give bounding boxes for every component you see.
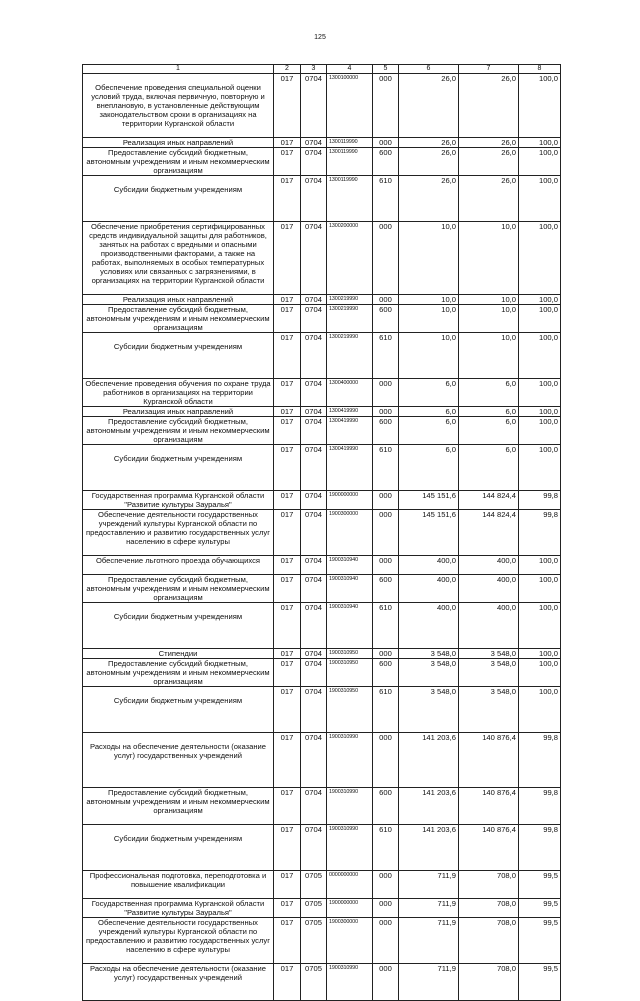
expense-type-code-cell: 000 [373,295,399,305]
executed-amount-cell: 26,0 [459,138,519,148]
budget-admin-code-cell: 017 [274,176,301,222]
table-row [83,74,561,138]
budget-admin-code-cell: 017 [274,333,301,379]
table-row [83,176,561,222]
section-code-cell: 0704 [301,305,327,333]
expense-type-code-cell: 610 [373,825,399,871]
planned-amount-cell: 141 203,6 [399,733,459,788]
budget-admin-code-cell: 017 [274,379,301,407]
expense-type-code-cell: 000 [373,510,399,556]
table-row [83,603,561,649]
header-cell: 4 [327,65,373,74]
expense-type-code-cell: 600 [373,305,399,333]
expense-name-cell: Субсидии бюджетным учреждениям [83,687,274,733]
expense-type-code-cell: 610 [373,603,399,649]
executed-amount-cell: 6,0 [459,445,519,491]
section-code-cell: 0704 [301,222,327,295]
budget-admin-code-cell: 017 [274,295,301,305]
expense-type-code-cell: 000 [373,918,399,964]
execution-percent-cell: 100,0 [519,687,561,733]
executed-amount-cell: 26,0 [459,74,519,138]
target-article-code-cell: 1900310940 [327,603,373,649]
section-code-cell: 0704 [301,687,327,733]
budget-admin-code-cell: 017 [274,733,301,788]
expense-type-code-cell: 610 [373,445,399,491]
table-row [83,379,561,407]
budget-admin-code-cell: 017 [274,575,301,603]
table-row [83,659,561,687]
budget-admin-code-cell: 017 [274,445,301,491]
target-article-code-cell: 1900310990 [327,825,373,871]
planned-amount-cell: 711,9 [399,918,459,964]
table-row [83,687,561,733]
target-article-code-cell: 1300100000 [327,74,373,138]
execution-percent-cell: 100,0 [519,295,561,305]
execution-percent-cell: 100,0 [519,379,561,407]
expense-name-cell: Предоставление субсидий бюджетным, автономным учреждениям и иным некоммерческим организациям [83,148,274,176]
section-code-cell: 0704 [301,575,327,603]
budget-admin-code-cell: 017 [274,649,301,659]
header-cell: 6 [399,65,459,74]
target-article-code-cell: 0000000000 [327,871,373,899]
execution-percent-cell: 100,0 [519,222,561,295]
expense-name-cell: Стипендии [83,649,274,659]
section-code-cell: 0704 [301,74,327,138]
executed-amount-cell: 3 548,0 [459,649,519,659]
budget-admin-code-cell: 017 [274,417,301,445]
header-cell: 5 [373,65,399,74]
expense-name-cell: Предоставление субсидий бюджетным, автономным учреждениям и иным некоммерческим организациям [83,788,274,825]
target-article-code-cell: 1900000000 [327,899,373,918]
executed-amount-cell: 6,0 [459,407,519,417]
expense-type-code-cell: 000 [373,871,399,899]
executed-amount-cell: 10,0 [459,295,519,305]
table-row [83,407,561,417]
expense-name-cell: Субсидии бюджетным учреждениям [83,603,274,649]
executed-amount-cell: 26,0 [459,148,519,176]
planned-amount-cell: 3 548,0 [399,659,459,687]
budget-admin-code-cell: 017 [274,305,301,333]
execution-percent-cell: 100,0 [519,148,561,176]
target-article-code-cell: 1900310950 [327,659,373,687]
expense-name-cell: Субсидии бюджетным учреждениям [83,333,274,379]
planned-amount-cell: 26,0 [399,176,459,222]
expense-type-code-cell: 600 [373,788,399,825]
target-article-code-cell: 1900310990 [327,788,373,825]
target-article-code-cell: 1900310950 [327,649,373,659]
execution-percent-cell: 99,8 [519,788,561,825]
target-article-code-cell: 1300419990 [327,407,373,417]
planned-amount-cell: 141 203,6 [399,825,459,871]
executed-amount-cell: 6,0 [459,379,519,407]
planned-amount-cell: 711,9 [399,871,459,899]
section-code-cell: 0704 [301,788,327,825]
executed-amount-cell: 144 824,4 [459,510,519,556]
executed-amount-cell: 140 876,4 [459,733,519,788]
section-code-cell: 0704 [301,417,327,445]
table-row [83,649,561,659]
section-code-cell: 0705 [301,964,327,1001]
target-article-code-cell: 1300219990 [327,295,373,305]
target-article-code-cell: 1300200000 [327,222,373,295]
executed-amount-cell: 26,0 [459,176,519,222]
budget-admin-code-cell: 017 [274,964,301,1001]
execution-percent-cell: 100,0 [519,74,561,138]
planned-amount-cell: 141 203,6 [399,788,459,825]
target-article-code-cell: 1900310990 [327,964,373,1001]
expense-name-cell: Предоставление субсидий бюджетным, автономным учреждениям и иным некоммерческим организациям [83,659,274,687]
expense-name-cell: Реализация иных направлений [83,138,274,148]
target-article-code-cell: 1300119990 [327,148,373,176]
planned-amount-cell: 10,0 [399,295,459,305]
planned-amount-cell: 400,0 [399,575,459,603]
executed-amount-cell: 400,0 [459,603,519,649]
executed-amount-cell: 140 876,4 [459,825,519,871]
target-article-code-cell: 1900310950 [327,687,373,733]
header-cell: 7 [459,65,519,74]
table-row [83,148,561,176]
section-code-cell: 0704 [301,407,327,417]
expense-name-cell: Предоставление субсидий бюджетным, автономным учреждениям и иным некоммерческим организациям [83,305,274,333]
executed-amount-cell: 708,0 [459,918,519,964]
executed-amount-cell: 10,0 [459,222,519,295]
expense-name-cell: Обеспечение деятельности государственных учреждений культуры Курганской области по предоставлению и развитию государственных услуг населению в сфере культуры [83,918,274,964]
target-article-code-cell: 1300119990 [327,138,373,148]
table-body [83,65,561,1001]
section-code-cell: 0704 [301,148,327,176]
section-code-cell: 0704 [301,176,327,222]
expense-name-cell: Субсидии бюджетным учреждениям [83,176,274,222]
section-code-cell: 0704 [301,603,327,649]
expense-type-code-cell: 600 [373,575,399,603]
budget-admin-code-cell: 017 [274,825,301,871]
execution-percent-cell: 100,0 [519,417,561,445]
execution-percent-cell: 100,0 [519,603,561,649]
planned-amount-cell: 400,0 [399,556,459,575]
section-code-cell: 0704 [301,445,327,491]
budget-admin-code-cell: 017 [274,899,301,918]
table-row [83,964,561,1001]
table-row [83,491,561,510]
table-row [83,445,561,491]
execution-percent-cell: 100,0 [519,176,561,222]
expense-type-code-cell: 600 [373,659,399,687]
section-code-cell: 0704 [301,333,327,379]
execution-percent-cell: 99,8 [519,510,561,556]
target-article-code-cell: 1900300000 [327,510,373,556]
expense-name-cell: Реализация иных направлений [83,407,274,417]
execution-percent-cell: 100,0 [519,575,561,603]
section-code-cell: 0704 [301,138,327,148]
table-row [83,575,561,603]
planned-amount-cell: 26,0 [399,148,459,176]
expense-type-code-cell: 000 [373,899,399,918]
expense-name-cell: Предоставление субсидий бюджетным, автономным учреждениям и иным некоммерческим организациям [83,417,274,445]
expense-name-cell: Субсидии бюджетным учреждениям [83,825,274,871]
expense-type-code-cell: 000 [373,649,399,659]
executed-amount-cell: 708,0 [459,871,519,899]
planned-amount-cell: 3 548,0 [399,687,459,733]
section-code-cell: 0705 [301,871,327,899]
table-row [83,825,561,871]
expense-name-cell: Государственная программа Курганской области "Развитие культуры Зауралья" [83,491,274,510]
target-article-code-cell: 1300419990 [327,445,373,491]
expense-name-cell: Обеспечение льготного проезда обучающихся [83,556,274,575]
budget-admin-code-cell: 017 [274,788,301,825]
expense-type-code-cell: 000 [373,556,399,575]
section-code-cell: 0704 [301,556,327,575]
expense-name-cell: Обеспечение проведения специальной оценки условий труда, включая первичную, повторную и внеплановую, в установленные действующим законодательством сроки в организациях на территории Курганской области [83,74,274,138]
planned-amount-cell: 10,0 [399,333,459,379]
table-row [83,222,561,295]
table-row [83,417,561,445]
header-cell: 2 [274,65,301,74]
execution-percent-cell: 99,8 [519,733,561,788]
expense-name-cell: Обеспечение деятельности государственных учреждений культуры Курганской области по предоставлению и развитию государственных услуг населению в сфере культуры [83,510,274,556]
target-article-code-cell: 1300219990 [327,305,373,333]
budget-admin-code-cell: 017 [274,871,301,899]
expense-type-code-cell: 000 [373,138,399,148]
execution-percent-cell: 99,8 [519,825,561,871]
budget-admin-code-cell: 017 [274,74,301,138]
execution-percent-cell: 99,8 [519,491,561,510]
expense-name-cell: Профессиональная подготовка, переподготовка и повышение квалификации [83,871,274,899]
page-number: 125 [314,34,326,41]
expense-name-cell: Реализация иных направлений [83,295,274,305]
execution-percent-cell: 100,0 [519,305,561,333]
budget-admin-code-cell: 017 [274,603,301,649]
executed-amount-cell: 3 548,0 [459,659,519,687]
executed-amount-cell: 144 824,4 [459,491,519,510]
expense-name-cell: Государственная программа Курганской области "Развитие культуры Зауралья" [83,899,274,918]
target-article-code-cell: 1900310940 [327,575,373,603]
section-code-cell: 0704 [301,295,327,305]
execution-percent-cell: 100,0 [519,659,561,687]
execution-percent-cell: 100,0 [519,556,561,575]
planned-amount-cell: 6,0 [399,417,459,445]
table-row [83,305,561,333]
execution-percent-cell: 99,5 [519,918,561,964]
expense-type-code-cell: 000 [373,733,399,788]
table-row [83,510,561,556]
executed-amount-cell: 10,0 [459,333,519,379]
budget-admin-code-cell: 017 [274,491,301,510]
target-article-code-cell: 1300219990 [327,333,373,379]
table-row [83,333,561,379]
planned-amount-cell: 10,0 [399,222,459,295]
table-row [83,733,561,788]
header-cell: 1 [83,65,274,74]
budget-admin-code-cell: 017 [274,556,301,575]
target-article-code-cell: 1900310990 [327,733,373,788]
expense-name-cell: Обеспечение приобретения сертифицированных средств индивидуальной защиты для работников, занятых на работах с вредными и опасными производственными факторами, а также на работах, выполняемых в особых температурных условиях или связанных с загрязнениями, в организациях на территории Курганской области [83,222,274,295]
executed-amount-cell: 708,0 [459,964,519,1001]
table-row [83,899,561,918]
header-cell: 8 [519,65,561,74]
budget-admin-code-cell: 017 [274,148,301,176]
expense-type-code-cell: 000 [373,379,399,407]
execution-percent-cell: 100,0 [519,333,561,379]
section-code-cell: 0704 [301,491,327,510]
budget-admin-code-cell: 017 [274,510,301,556]
execution-percent-cell: 99,5 [519,964,561,1001]
table-row [83,788,561,825]
table-row [83,138,561,148]
execution-percent-cell: 99,5 [519,899,561,918]
executed-amount-cell: 400,0 [459,575,519,603]
section-code-cell: 0704 [301,659,327,687]
planned-amount-cell: 26,0 [399,74,459,138]
executed-amount-cell: 140 876,4 [459,788,519,825]
planned-amount-cell: 6,0 [399,445,459,491]
executed-amount-cell: 6,0 [459,417,519,445]
execution-percent-cell: 99,5 [519,871,561,899]
table-row [83,295,561,305]
planned-amount-cell: 711,9 [399,899,459,918]
execution-percent-cell: 100,0 [519,649,561,659]
expense-name-cell: Предоставление субсидий бюджетным, автономным учреждениям и иным некоммерческим организациям [83,575,274,603]
planned-amount-cell: 26,0 [399,138,459,148]
planned-amount-cell: 10,0 [399,305,459,333]
expense-name-cell: Субсидии бюджетным учреждениям [83,445,274,491]
expense-type-code-cell: 000 [373,491,399,510]
header-cell: 3 [301,65,327,74]
execution-percent-cell: 100,0 [519,445,561,491]
table-row [83,556,561,575]
expense-type-code-cell: 610 [373,333,399,379]
expense-name-cell: Расходы на обеспечение деятельности (оказание услуг) государственных учреждений [83,964,274,1001]
section-code-cell: 0704 [301,379,327,407]
target-article-code-cell: 1300400000 [327,379,373,407]
expense-name-cell: Обеспечение проведения обучения по охране труда работников в организациях на территории Курганской области [83,379,274,407]
target-article-code-cell: 1300119990 [327,176,373,222]
section-code-cell: 0704 [301,649,327,659]
expense-type-code-cell: 000 [373,964,399,1001]
expense-type-code-cell: 000 [373,222,399,295]
expense-type-code-cell: 610 [373,176,399,222]
target-article-code-cell: 1900300000 [327,918,373,964]
expense-type-code-cell: 600 [373,148,399,176]
expense-name-cell: Расходы на обеспечение деятельности (оказание услуг) государственных учреждений [83,733,274,788]
section-code-cell: 0705 [301,918,327,964]
budget-admin-code-cell: 017 [274,918,301,964]
planned-amount-cell: 145 151,6 [399,510,459,556]
section-code-cell: 0705 [301,899,327,918]
budget-table [82,64,561,1001]
planned-amount-cell: 145 151,6 [399,491,459,510]
executed-amount-cell: 708,0 [459,899,519,918]
budget-admin-code-cell: 017 [274,659,301,687]
expense-type-code-cell: 600 [373,417,399,445]
section-code-cell: 0704 [301,733,327,788]
target-article-code-cell: 1900310940 [327,556,373,575]
executed-amount-cell: 10,0 [459,305,519,333]
target-article-code-cell: 1300419990 [327,417,373,445]
budget-admin-code-cell: 017 [274,138,301,148]
executed-amount-cell: 400,0 [459,556,519,575]
table-row [83,918,561,964]
budget-admin-code-cell: 017 [274,222,301,295]
planned-amount-cell: 400,0 [399,603,459,649]
execution-percent-cell: 100,0 [519,407,561,417]
execution-percent-cell: 100,0 [519,138,561,148]
budget-admin-code-cell: 017 [274,687,301,733]
expense-type-code-cell: 000 [373,407,399,417]
planned-amount-cell: 711,9 [399,964,459,1001]
expense-type-code-cell: 610 [373,687,399,733]
expense-type-code-cell: 000 [373,74,399,138]
planned-amount-cell: 6,0 [399,379,459,407]
planned-amount-cell: 6,0 [399,407,459,417]
executed-amount-cell: 3 548,0 [459,687,519,733]
planned-amount-cell: 3 548,0 [399,649,459,659]
budget-admin-code-cell: 017 [274,407,301,417]
section-code-cell: 0704 [301,825,327,871]
table-row [83,871,561,899]
header-row [83,65,561,74]
target-article-code-cell: 1900000000 [327,491,373,510]
section-code-cell: 0704 [301,510,327,556]
